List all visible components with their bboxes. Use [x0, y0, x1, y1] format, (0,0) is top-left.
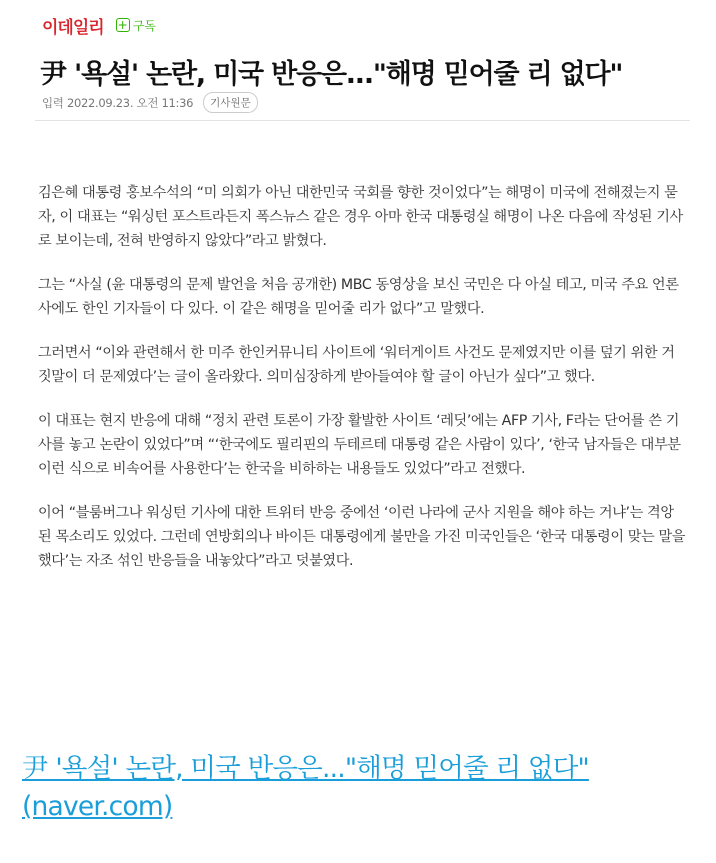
article-paragraph: 이어 “블룸버그나 워싱턴 기사에 대한 트위터 반응 중에선 ‘이런 나라에 군사 지원을 해야 하는 거냐’는 격앙된 목소리도 있었다. 그런데 연방회의나 바이든 대통령에게 불만을 가진 미국인들은 ‘한국 대통령이 맞는 말을 했다’는 자조 섞인 반응들을 내놓았다”라고 덧붙였다.	[38, 505, 686, 569]
article-paragraph: 김은혜 대통령 홍보수석의 “미 의회가 아닌 대한민국 국회를 향한 것이었다”는 해명이 미국에 전해졌는지 묻자, 이 대표는 “워싱턴 포스트라든지 폭스뉴스 같은 경우 아마 한국 대통령실 해명이 나온 다음에 작성된 기사로 보이는데, 전혀 반영하지 않았다”라고 밝혔다.	[38, 185, 683, 249]
header-divider	[35, 120, 690, 121]
subscribe-label: 구독	[132, 18, 156, 33]
article-paragraph: 그는 “사실 (윤 대통령의 문제 발언을 처음 공개한) MBC 동영상을 보신 국민은 다 아실 테고, 미국 주요 언론사에도 한인 기자들이 다 있다. 이 같은 해명을 믿어줄 리가 없다”고 말했다.	[38, 277, 679, 317]
article-meta	[42, 92, 258, 113]
article-link-title[interactable]: 尹 '욕설' 논란, 미국 반응은..."해명 믿어줄 리 없다"	[22, 753, 589, 784]
article-paragraph: 그러면서 “이와 관련해서 한 미주 한인커뮤니티 사이트에 ‘워터게이트 사건도 문제였지만 이를 덮기 위한 거짓말이 더 문제였다’는 글이 올라왔다. 의미심장하게 받아들여야 할 글이 아닌가 싶다”고 했다.	[38, 345, 675, 385]
original-article-button[interactable]: 기사원문	[203, 92, 258, 113]
plus-icon: +	[117, 18, 128, 32]
article-header	[42, 12, 156, 38]
edaily-logo[interactable]: 이데일리	[42, 17, 104, 38]
article-title: 尹 '욕설' 논란, 미국 반응은..."해명 믿어줄 리 없다"	[40, 59, 623, 90]
article-date: 입력 2022.09.23. 오전 11:36	[42, 95, 194, 110]
subscribe-button[interactable]	[116, 17, 156, 34]
article-paragraph: 이 대표는 현지 반응에 대해 “정치 관련 토론이 가장 활발한 사이트 ‘레딧’에는 AFP 기사, F라는 단어를 쓴 기사를 놓고 논란이 있었다”며 “‘한국에도 필리핀의 두테르테 대통령 같은 사람이 있다’, ‘한국 남자들은 대부분 이런 식으로 비속어를 사용한다’는 한국을 비하하는 내용들도 있었다”라고 전했다.	[38, 413, 681, 477]
article-body	[38, 181, 686, 593]
article-link[interactable]	[22, 750, 692, 826]
article-link-domain[interactable]: (naver.com)	[22, 791, 173, 822]
